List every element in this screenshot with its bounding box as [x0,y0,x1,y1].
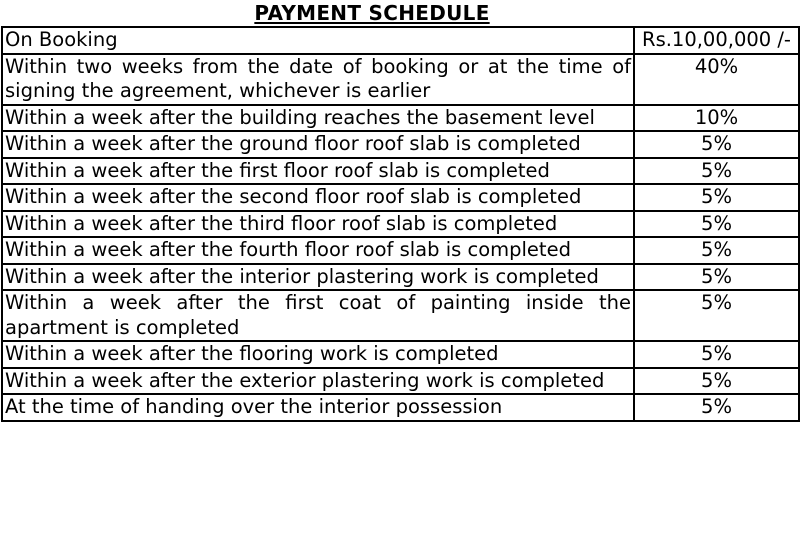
table-row [2,184,799,211]
stage-description: Within a week after the first floor roof slab is completed [2,158,634,185]
table-row [2,264,799,291]
stage-description: Within a week after the flooring work is completed [2,341,634,368]
table-row [2,237,799,264]
page-title: PAYMENT SCHEDULE [254,1,490,25]
stage-description: Within a week after the ground floor roof slab is completed [2,131,634,158]
table-row [2,341,799,368]
payment-amount: 5% [634,158,799,185]
payment-amount: 40% [634,54,799,105]
stage-description: At the time of handing over the interior possession [2,394,634,421]
payment-amount: 10% [634,105,799,132]
payment-amount: 5% [634,290,799,341]
stage-description: Within a week after the exterior plastering work is completed [2,368,634,395]
stage-description: On Booking [2,27,634,54]
stage-description: Within a week after the second floor roof slab is completed [2,184,634,211]
payment-amount: 5% [634,368,799,395]
payment-amount: 5% [634,394,799,421]
stage-description: Within a week after the interior plastering work is completed [2,264,634,291]
stage-description: Within a week after the third floor roof slab is completed [2,211,634,238]
table-row [2,54,799,105]
payment-schedule-table [1,26,800,422]
table-row [2,368,799,395]
payment-amount: Rs.10,00,000 /- [634,27,799,54]
table-row [2,290,799,341]
payment-amount: 5% [634,184,799,211]
table-row [2,105,799,132]
stage-description: Within a week after the first coat of painting inside the apartment is completed [2,290,634,341]
table-row [2,27,799,54]
table-row [2,211,799,238]
stage-description: Within two weeks from the date of booking or at the time of signing the agreement, whichever is earlier [2,54,634,105]
payment-amount: 5% [634,237,799,264]
payment-amount: 5% [634,211,799,238]
payment-amount: 5% [634,341,799,368]
stage-description: Within a week after the fourth floor roof slab is completed [2,237,634,264]
payment-amount: 5% [634,131,799,158]
table-row [2,394,799,421]
table-row [2,158,799,185]
stage-description: Within a week after the building reaches the basement level [2,105,634,132]
table-row [2,131,799,158]
payment-amount: 5% [634,264,799,291]
